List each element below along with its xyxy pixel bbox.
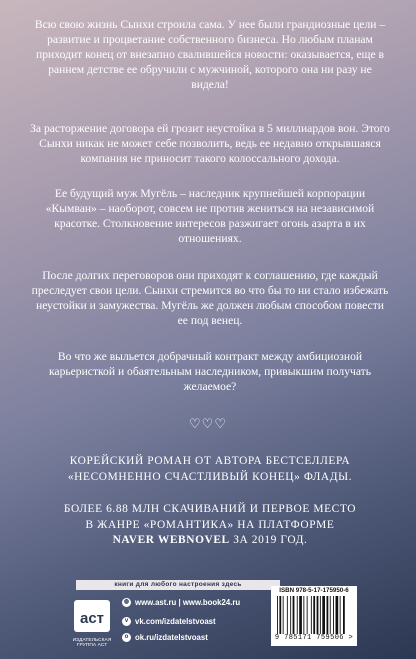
- author-promo: [30, 454, 390, 485]
- globe-icon: ◍: [123, 599, 130, 606]
- logo-text: аст: [79, 610, 105, 627]
- ok-icon: o: [122, 633, 131, 642]
- stats-promo: [30, 502, 390, 549]
- blurb-text: Во что же выльется добрачный контракт между амбициозной карьеристкой и обаятельным наследником, привыкшим получать желаемое?: [48, 350, 372, 393]
- promo-line: В ЖАНРЕ «РОМАНТИКА» НА ПЛАТФОРМЕ: [85, 518, 335, 531]
- vk-link[interactable]: [122, 617, 216, 626]
- blurb-text: После долгих переговоров они приходят к соглашению, где каждый преследует свои цели. Сынхи стремится во что бы то ни стало избежать неустойки и замужества. Мугёль же должен любым способом повести ее под венец.: [31, 269, 389, 327]
- publisher-banner: книги для любого настроения здесь: [76, 580, 280, 590]
- blurb-text: За расторжение договора ей грозит неустойка в 5 миллиардов вон. Этого Сынхи никак не может себе позволить, ведь ее недавно открывшаяся компания не приносит такого колоссального дохода.: [30, 122, 390, 165]
- barcode-bars-icon: [277, 596, 351, 634]
- blurb-text: Всю свою жизнь Сынхи строила сама. У нее были грандиозные цели – развитие и процветание собственного бизнеса. Но любым планам приходит конец от внезапно свалившейся новости: оказывается, еще в раннем детстве ее обручили с мужчиной, которого она ни разу не видела!: [34, 18, 386, 91]
- promo-line: БОЛЕЕ 6.88 МЛН СКАЧИВАНИЙ И ПЕРВОЕ МЕСТО: [63, 503, 357, 515]
- promo-line: КОРЕЙСКИЙ РОМАН ОТ АВТОРА БЕСТСЕЛЛЕРА: [69, 455, 351, 467]
- isbn-text: ISBN 978-5-17-175950-6: [279, 587, 349, 594]
- blurb-paragraph-3: [30, 186, 390, 246]
- ast-logo-icon: [72, 596, 112, 638]
- logo-caption: ИЗДАТЕЛЬСКАЯ ГРУППА АСТ: [72, 638, 112, 648]
- barcode: [271, 586, 357, 646]
- hearts-divider: ♡♡♡: [189, 416, 227, 431]
- website-text: www.ast.ru | www.book24.ru: [135, 598, 241, 607]
- blurb-paragraph-2: [30, 121, 390, 166]
- ok-link[interactable]: [122, 633, 208, 642]
- blurb-paragraph-4: [30, 268, 390, 328]
- website-links[interactable]: [122, 598, 240, 607]
- blurb-text: Ее будущий муж Мугёль – наследник крупнейшей корпорации «Кымван» – наоборот, совсем не против жениться на независимой красотке. Столкновение интересов разжигает огонь азарта в их отношениях.: [45, 187, 375, 245]
- vk-text: vk.com/izdatelstvoast: [135, 617, 216, 626]
- promo-line: «НЕСОМНЕННО СЧАСТЛИВЫЙ КОНЕЦ» ФЛАДЫ.: [67, 470, 353, 483]
- ok-text: ok.ru/izdatelstvoast: [135, 633, 208, 642]
- blurb-paragraph-5: [30, 349, 390, 394]
- vk-icon: v: [122, 617, 131, 626]
- promo-line: [30, 533, 390, 549]
- promo-line-rest: ЗА 2019 ГОД.: [229, 534, 308, 546]
- publisher-block: [64, 580, 356, 652]
- ean-text: 9 785171 759506 >: [274, 634, 354, 642]
- blurb-paragraph-1: [30, 17, 390, 92]
- platform-name: NAVER WEBNOVEL: [112, 534, 230, 546]
